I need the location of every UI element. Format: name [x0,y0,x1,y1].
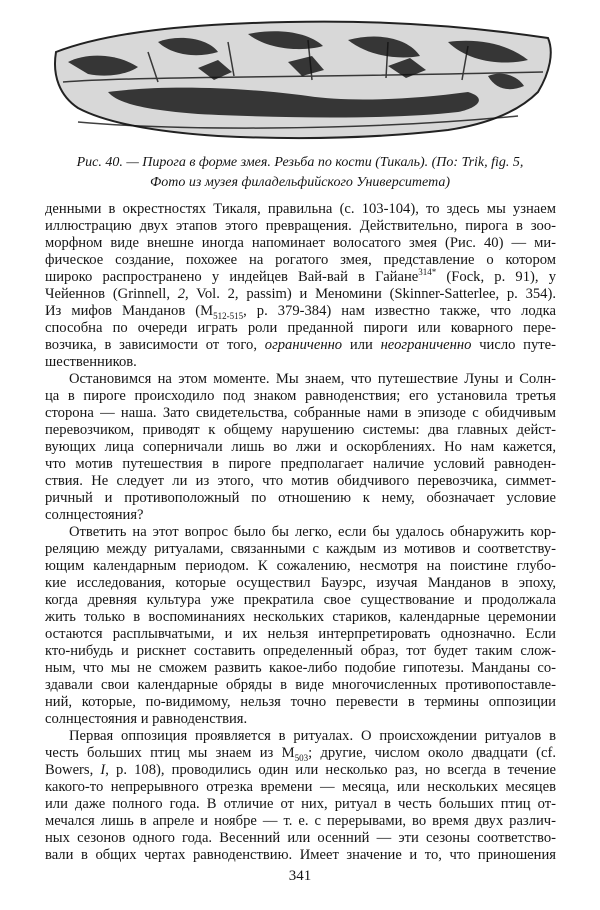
text-line [45,728,556,745]
subscript: 503 [294,752,309,763]
italic-text: ограниченно [264,337,343,353]
text-line [45,847,556,864]
text-segment: кто-нибудь и рискнет составить определенный образ, тот будет таким слож- [45,643,556,659]
text-segment: или [342,337,381,353]
text-segment: Bowers, [45,762,101,778]
text-line [45,235,556,252]
text-line [45,439,556,456]
text-line [45,422,556,439]
text-line [45,201,556,218]
text-segment: фическое создание, похожее на рогатого змея, представление о котором [45,252,556,268]
text-segment: ющим календарным периодом. К сожалению, несмотря на поистине глубо- [45,558,556,574]
paragraph [45,201,556,371]
text-segment: или даже полного года. В отличие от них, ритуал в честь больших птиц от- [45,796,556,812]
text-segment: жить только в воспоминаниях нескольких стариков, календарные церемонии [45,609,556,625]
text-segment: солнцестояния и равноденствия. [45,711,248,727]
text-segment: широко распространено у индейцев Вай-вай в Гайане [45,269,419,285]
text-line [45,830,556,847]
text-line [45,252,556,269]
text-segment: шественников. [45,354,137,370]
text-segment: Из мифов Манданов (M [45,303,214,319]
text-line [45,218,556,235]
superscript: 314* [418,267,437,278]
text-line [45,694,556,711]
text-segment: реляцию между ритуалами, связанными с каждым из мотивов и соответству- [45,541,556,557]
text-line [45,473,556,490]
text-line [45,796,556,813]
text-segment: , p. 108), проводились один или несколько раз, но всегда в течение [105,762,556,778]
paragraph [45,371,556,524]
text-line [45,779,556,796]
text-segment: кие исследования, которые осуществил Бауэрс, изучая Манданов в эпоху, [45,575,556,591]
text-segment: ний, которые, по-видимому, нельзя точно перевести в термины оппозиции [45,694,556,710]
figure-caption-line-2: Фото из музея филадельфийского Университета) [149,175,451,190]
text-segment: способна по очереди играть роли преданной пироги или коварного пере- [45,320,556,336]
text-line [45,456,556,473]
text-segment: ца в пироге происходило под знаком равноденствия; его установила третья [45,388,556,404]
text-segment: сторона — наша. Зато свидетельства, собранные нами в эпизоде с обидчивым [45,405,556,421]
text-line [45,524,556,541]
text-line [45,541,556,558]
text-segment: Чейеннов (Grinnell, [45,286,178,302]
italic-text: I [100,762,106,778]
text-line [45,609,556,626]
text-line [45,558,556,575]
text-line [45,320,556,337]
text-segment: Ответить на этот вопрос было бы легко, если бы удалось обнаружить кор- [69,524,556,540]
text-line [45,337,556,354]
text-line [45,660,556,677]
text-segment: ричный и противоположный по отношению к нему, обозначает условие [45,490,556,506]
text-segment: честь больших птиц мы знаем из M [45,745,295,761]
text-line [45,388,556,405]
text-line [45,762,556,779]
text-line [45,286,556,303]
text-segment: вали в общих чертах равноденствию. Имеет значение и то, что приношения [45,847,556,863]
text-segment: иллюстрацию двух этапов этого превращения. Действительно, пирога в зоо- [45,218,556,234]
text-segment: что мотив путешествия в пироге предполагает наличие условий равноден- [45,456,556,472]
text-segment: мечался лишь в апреле и ноябре — т. е. с перерывами, во время двух различ- [45,813,556,829]
text-segment: Первая оппозиция проявляется в ритуалах. О происхождении ритуалов в [69,728,556,744]
italic-text: неограниченно [380,337,472,353]
paragraph [45,728,556,864]
text-line [45,405,556,422]
page-number: 341 [288,868,312,884]
text-segment: ных сезонов одного года. Весенний или осенний — эти сезоны соответство- [45,830,556,846]
text-segment: ным, что мы не сможем развить какое-либо подобие гипотезы. Манданы со- [45,660,556,676]
text-line [45,592,556,609]
text-line [45,507,556,524]
text-line [45,354,556,371]
body-text [45,201,556,864]
text-segment: ; другие, числом около двадцати (cf. [308,745,556,761]
paragraph [45,524,556,728]
text-line [45,711,556,728]
text-line [45,643,556,660]
text-line [45,371,556,388]
text-segment: число путе- [471,337,557,353]
serpent-canoe-bone-carving-figure [48,12,558,148]
text-line [45,575,556,592]
text-segment: , p. 379-384) нам известно также, что лодка [243,303,557,319]
text-segment: ствия. Не следует ли из этого, что мотив обидчивого перевозчика, симмет- [45,473,556,489]
text-segment: остаются расплывчатыми, и их нельзя интерпретировать однозначно. Если [45,626,556,642]
text-segment: здавали свои календарные обряды в виде многочисленных противопоставле- [45,677,556,693]
text-segment: вующих лица соперничали лишь во лжи и оскорблениях. Но нам кажется, [45,439,556,455]
text-segment: морфном виде внешне иногда напоминает волосатого змея (Рис. 40) — ми- [45,235,556,251]
subscript: 512-515 [213,310,244,321]
text-line [45,745,556,762]
text-line [45,303,556,320]
text-line [45,677,556,694]
text-line [45,626,556,643]
text-segment: какого-то непрерывного отрезка времени — месяца, или нескольких месяцев [45,779,556,795]
text-line [45,813,556,830]
text-segment: солнцестояния? [45,507,144,523]
text-segment: денными в окрестностях Тикаля, правильна (с. 103-104), то здесь мы узнаем [45,201,556,217]
text-segment: , Vol. 2, passim) и Меномини (Skinner-Satterlee, p. 354). [185,286,556,302]
text-segment: возчика, в зависимости от того, [45,337,265,353]
text-segment: (Fock, p. 91), у [436,269,556,285]
text-line [45,269,556,286]
text-segment: Остановимся на этом моменте. Мы знаем, что путешествие Луны и Солн- [69,371,556,387]
figure-caption-line-1: Рис. 40. — Пирога в форме змея. Резьба по кости (Тикаль). (По: Trik, fig. 5, [76,155,524,170]
text-segment: когда древняя культура уже прекратила свое существование и продолжала [45,592,556,608]
text-segment: перевозчиком, приводят к общему нарушению системы: два главных дейст- [45,422,556,438]
text-line [45,490,556,507]
italic-text: 2 [177,286,186,302]
